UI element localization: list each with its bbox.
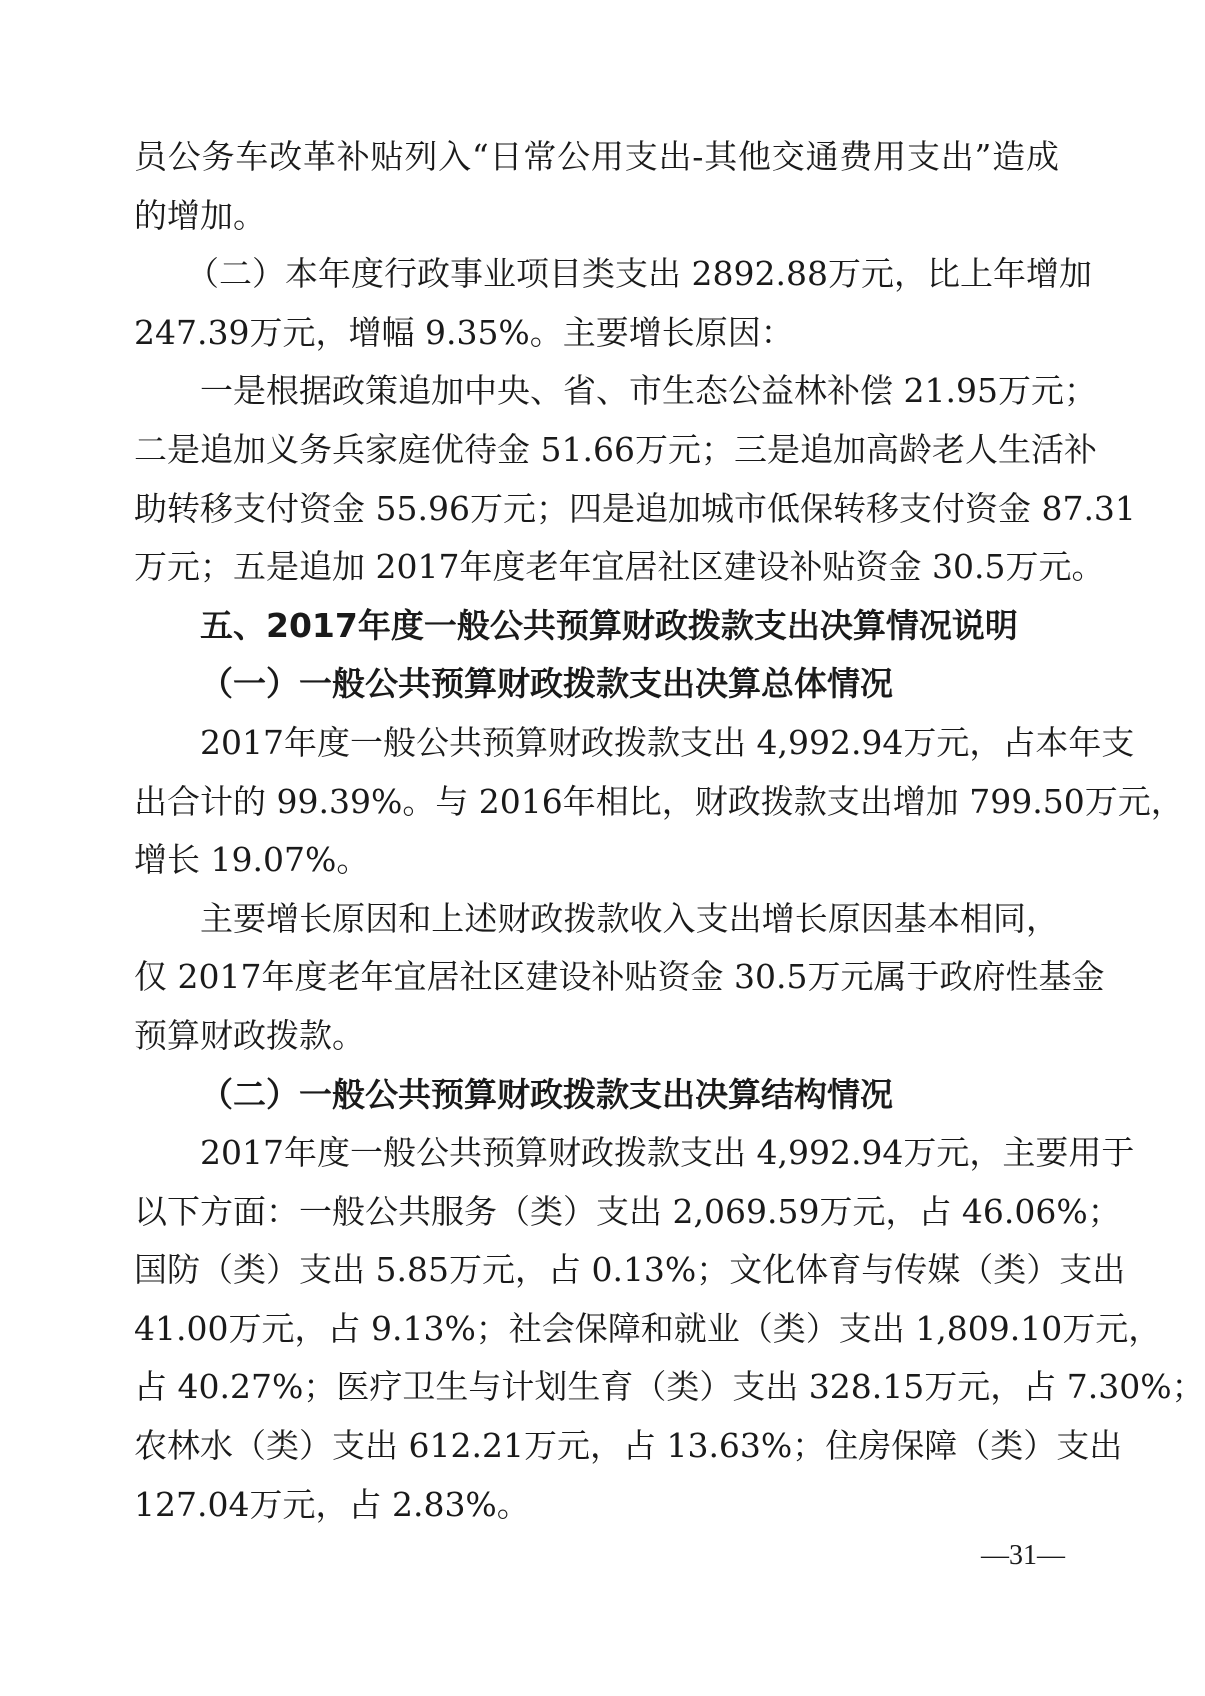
text-line: 农林水（类）支出 612.21万元，占 13.63%；住房保障（类）支出: [134, 1426, 1123, 1466]
document-body: [134, 128, 1205, 1534]
section-heading: （一）一般公共预算财政拨款支出决算总体情况: [200, 664, 893, 704]
text-line: 247.39万元，增幅 9.35%。主要增长原因：: [134, 312, 794, 352]
text-line: 占 40.27%；医疗卫生与计划生育（类）支出 328.15万元，占 7.30%；: [134, 1367, 1205, 1407]
text-line: 国防（类）支出 5.85万元，占 0.13%；文化体育与传媒（类）支出: [134, 1250, 1126, 1290]
text-line: 以下方面：一般公共服务（类）支出 2,069.59万元，占 46.06%；: [134, 1191, 1121, 1231]
text-line: 主要增长原因和上述财政拨款收入支出增长原因基本相同，: [200, 898, 1059, 938]
text-line: 预算财政拨款。: [134, 1015, 365, 1055]
text-line: 41.00万元，占 9.13%；社会保障和就业（类）支出 1,809.10万元，: [134, 1308, 1162, 1348]
page-number: —31—: [981, 1540, 1065, 1571]
text-line: 员公务车改革补贴列入“日常公用支出-其他交通费用支出”造成: [134, 137, 1059, 176]
text-line: 仅 2017年度老年宜居社区建设补贴资金 30.5万元属于政府性基金: [134, 957, 1105, 997]
text-line: 万元；五是追加 2017年度老年宜居社区建设补贴资金 30.5万元。: [134, 547, 1105, 587]
text-line: 增长 19.07%。: [134, 840, 370, 880]
section-heading: 五、2017年度一般公共预算财政拨款支出决算情况说明: [200, 605, 1018, 645]
text-line: 2017年度一般公共预算财政拨款支出 4,992.94万元，占本年支: [200, 722, 1135, 762]
text-line: 127.04万元，占 2.83%。: [134, 1484, 530, 1524]
text-line: 一是根据政策追加中央、省、市生态公益林补偿 21.95万元；: [200, 371, 1097, 411]
text-line: 出合计的 99.39%。与 2016年相比，财政拨款支出增加 799.50万元，: [134, 781, 1184, 821]
text-line: 助转移支付资金 55.96万元；四是追加城市低保转移支付资金 87.31: [134, 488, 1136, 528]
text-line: 2017年度一般公共预算财政拨款支出 4,992.94万元，主要用于: [200, 1133, 1135, 1173]
text-line: （二）本年度行政事业项目类支出 2892.88万元，比上年增加: [186, 254, 1092, 294]
text-line: 的增加。: [134, 195, 266, 235]
text-line: 二是追加义务兵家庭优待金 51.66万元；三是追加高龄老人生活补: [134, 429, 1097, 469]
section-heading: （二）一般公共预算财政拨款支出决算结构情况: [200, 1074, 893, 1114]
